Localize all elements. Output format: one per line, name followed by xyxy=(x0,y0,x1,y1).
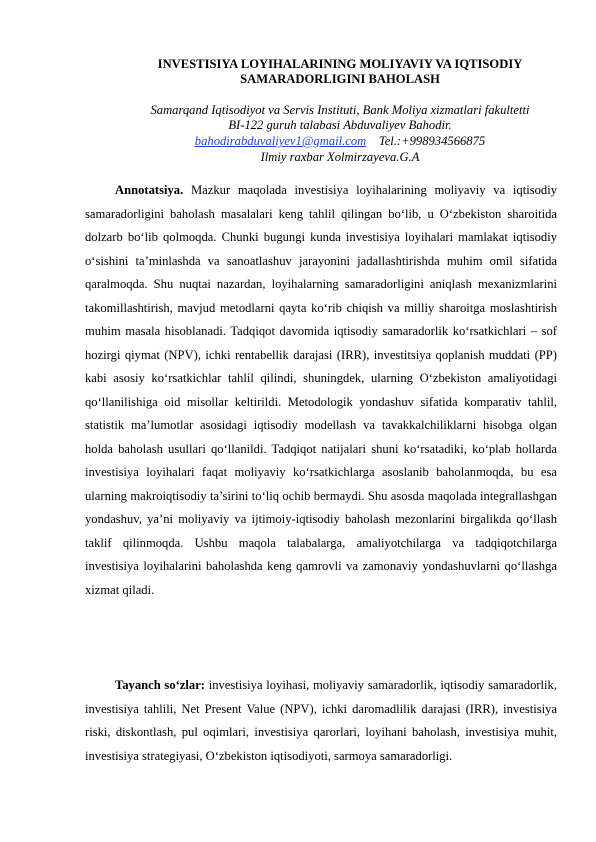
abstract-paragraph xyxy=(85,179,557,602)
abstract-label: Annotatsiya. xyxy=(115,183,184,197)
institution-line: Samarqand Iqtisodiyot va Servis Instituti, Bank Moliya xizmatlari fakultetti xyxy=(150,103,530,117)
email-link[interactable]: bahodirabduvaliyev1@gmail.com xyxy=(194,134,367,148)
abstract-text: Mazkur maqolada investisiya loyihalarining moliyaviy va iqtisodiy samaradorligini baholash masalalari keng tahlil qilingan bo‘lib, u O‘zbekiston sharoitida dolzarb bo‘lib qolmoqda. Chunki bugungi kunda investisiya loyihalari mamlakat iqtisodiy o‘sishini ta’minlashda va sanoatlashuv jarayonini jadallashtirishda muhim omil sifatida qaralmoqda. Shu nuqtai nazardan, loyihalarning samaradorligini aniqlash mexanizmlarini takomillashtirish, mavjud metodlarni qayta ko‘rib chiqish va milliy sharoitga moslashtirish muhim masala hisoblanadi. Tadqiqot davomida iqtisodiy samaradorlik ko‘rsatkichlari – sof hozirgi qiymat (NPV), ichki rentabellik darajasi (IRR), investitsiya qoplanish muddati (PP) kabi asosiy ko‘rsatkichlar tahlil qilindi, shuningdek, ularning O‘zbekiston amaliyotidagi qo‘llanilishiga oid misollar keltirildi. Metodologik yondashuv sifatida komparativ tahlil, statistik ma’lumotlar asosidagi iqtisodiy modellash va tavakkalchiliklarni hisobga olgan holda baholash usullari qo‘llanildi. Tadqiqot natijalari shuni ko‘rsatadiki, ko‘plab hollarda investisiya loyihalari faqat moliyaviy ko‘rsatkichlarga asoslanib baholanmoqda, bu esa ularning makroiqtisodiy ta’sirini to‘liq ochib bermaydi. Shu asosda maqolada integrallashgan yondashuv, ya’ni moliyaviy va ijtimoiy-iqtisodiy baholash mezonlarini birgalikda qo‘llash taklif qilinmoqda. Ushbu maqola talabalarga, amaliyotchilarga va tadqiqotchilarga investisiya loyihalarini baholashda keng qamrovli va zamonaviy yondashuvlarni qo‘llashga xizmat qiladi. xyxy=(85,183,557,597)
keywords-label: Tayanch so‘zlar: xyxy=(115,678,205,692)
keywords-paragraph xyxy=(85,674,557,768)
paper-title: INVESTISIYA LOYIHALARINING MOLIYAVIY VA IQTISODIY SAMARADORLIGINI BAHOLASH xyxy=(157,57,523,86)
contact-line xyxy=(110,134,570,149)
student-line: BI-122 guruh talabasi Abduvaliyev Bahodir. xyxy=(228,118,452,132)
keywords-text: investisiya loyihasi, moliyaviy samaradorlik, iqtisodiy samaradorlik, investisiya tahlili, Net Present Value (NPV), ichki daromadlilik darajasi (IRR), investisiya riski, diskontlash, pul oqimlari, investisiya qarorlari, loyihani baholash, investisiya muhit, investisiya strategiyasi, O‘zbekiston iqtisodiyoti, sarmoya samaradorligi. xyxy=(85,678,557,763)
phone-text: Tel.:+998934566875 xyxy=(378,134,486,148)
advisor-line: Ilmiy raxbar Xolmirzayeva.G.A xyxy=(260,150,420,164)
